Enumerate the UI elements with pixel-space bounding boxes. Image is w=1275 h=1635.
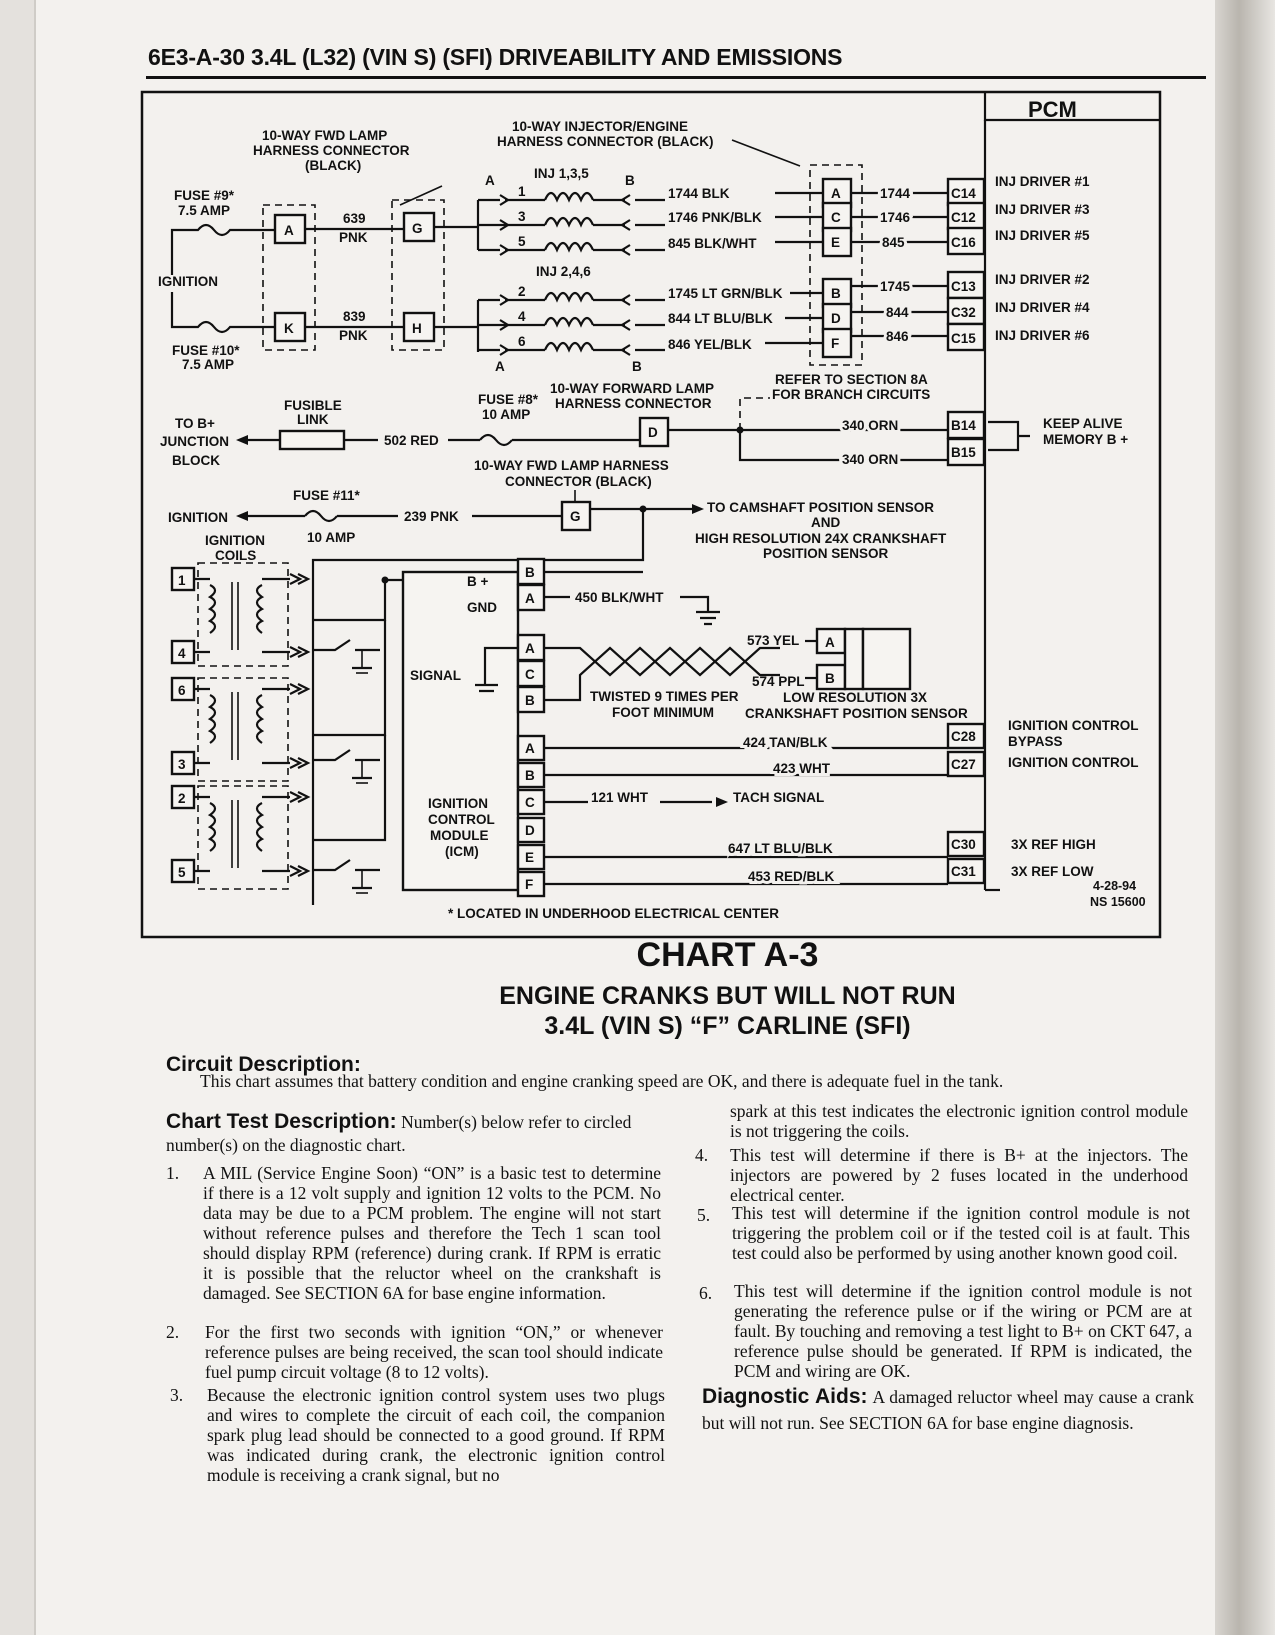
chart-title: CHART A-3	[636, 936, 819, 974]
fuse11-symbol	[305, 511, 337, 521]
to-b-l2: JUNCTION	[160, 434, 230, 449]
circuit-heading: Circuit Description:	[166, 1053, 361, 1076]
svg-text:C16: C16	[951, 235, 976, 250]
injector-row-1	[478, 184, 665, 205]
svg-text:B: B	[825, 671, 835, 686]
diag-aids-heading: Diagnostic Aids:	[702, 1385, 868, 1408]
injector-row-6	[478, 334, 665, 355]
injector-row-3	[478, 209, 665, 230]
injector-row-5	[478, 234, 665, 255]
svg-text:E: E	[831, 235, 841, 250]
svg-text:INJ DRIVER #3: INJ DRIVER #3	[995, 202, 1090, 217]
ignition-label: IGNITION	[158, 274, 218, 289]
tach-label: TACH SIGNAL	[733, 790, 825, 805]
low-res-l2: CRANKSHAFT POSITION SENSOR	[745, 706, 968, 721]
injector-row-4	[478, 309, 665, 330]
to-b-l1: TO B+	[175, 416, 215, 431]
item-3-continued: spark at this test indicates the electronic ignition control module is not triggering the coils.	[730, 1101, 1188, 1141]
coil-switch-2	[313, 620, 385, 783]
chart-test-intro-block	[166, 1110, 660, 1156]
inj-wire-row-4	[668, 298, 1090, 332]
wire423-label: 423 WHT	[773, 761, 831, 776]
inj-wire-row-3	[668, 202, 1090, 231]
chart-subtitle-1: ENGINE CRANKS BUT WILL NOT RUN	[499, 982, 956, 1010]
item-4-num: 4.	[695, 1145, 709, 1165]
icm-l3: MODULE	[430, 828, 489, 843]
inj-end-a-2: A	[495, 359, 505, 374]
diagram-date: 4-28-94	[1093, 879, 1137, 893]
bplus-label: B +	[467, 574, 489, 589]
svg-text:846: 846	[886, 329, 909, 344]
inj-conn-l2: HARNESS CONNECTOR (BLACK)	[497, 134, 714, 149]
keep-alive-l1: KEEP ALIVE	[1043, 416, 1123, 431]
icm-connector-power	[518, 559, 544, 610]
fuse9-symbol	[172, 225, 275, 275]
item-1-text: A MIL (Service Engine Soon) “ON” is a basic test to determine if there is a 12 volt supply and ignition 12 volts to the PCM. No data may be due to a PCM problem. The engine will not start without reference pulses and therefore the Tech 1 scan tool should display RPM (reference) during crank. If RPM is erratic it is possible that the reluctor wheel on the crankshaft is damaged. See SECTION 6A for base engine information.	[203, 1163, 661, 1303]
svg-text:3: 3	[178, 757, 186, 772]
fwd-lamp2-l1: 10-WAY FORWARD LAMP	[550, 381, 715, 396]
wire647-label: 647 LT BLU/BLK	[728, 841, 833, 856]
svg-text:C13: C13	[951, 279, 976, 294]
item-5-num: 5.	[697, 1205, 711, 1225]
svg-text:B: B	[525, 768, 535, 783]
cam-arrow	[692, 504, 704, 514]
svg-text:5: 5	[178, 865, 186, 880]
wire453-label: 453 RED/BLK	[748, 869, 835, 884]
icm-l1: IGNITION	[428, 796, 488, 811]
svg-text:845: 845	[882, 235, 905, 250]
item-3-text: Because the electronic ignition control system uses two plugs and wires to complete the circuit of each coil, the companion spark plug lead should be connected to a good ground. If RPM was indicated during crank, the electronic ignition control module is receiving a crank signal, but no	[207, 1385, 665, 1485]
fusible-link	[280, 431, 344, 449]
gnd-label: GND	[467, 600, 497, 615]
pin-g2-label: G	[570, 509, 581, 524]
inj-end-a: A	[485, 173, 495, 188]
diag-aids-block	[702, 1384, 1194, 1436]
svg-text:A: A	[525, 641, 535, 656]
wire121-label: 121 WHT	[591, 790, 649, 805]
pin-g-label: G	[412, 221, 423, 236]
injector-row-2	[478, 284, 665, 305]
pin-k-label: K	[284, 321, 294, 336]
svg-text:INJ DRIVER #4: INJ DRIVER #4	[995, 300, 1090, 315]
ign-coils-l1: IGNITION	[205, 533, 265, 548]
svg-text:INJ DRIVER #5: INJ DRIVER #5	[995, 228, 1090, 243]
c30-label: C30	[951, 837, 976, 852]
svg-text:C32: C32	[951, 305, 976, 320]
svg-text:844 LT BLU/BLK: 844 LT BLU/BLK	[668, 311, 773, 326]
fuse11-label: FUSE #11*	[293, 488, 360, 503]
item-3-num: 3.	[170, 1385, 184, 1405]
pointer-1	[400, 186, 442, 205]
svg-text:INJ DRIVER #2: INJ DRIVER #2	[995, 272, 1090, 287]
ground-symbol	[680, 597, 720, 624]
fuse11-amp: 10 AMP	[307, 530, 356, 545]
svg-text:A: A	[831, 186, 841, 201]
diagram-footnote: * LOCATED IN UNDERHOOD ELECTRICAL CENTER	[448, 906, 780, 921]
svg-text:C14: C14	[951, 186, 976, 201]
svg-text:1744: 1744	[880, 186, 911, 201]
svg-text:846 YEL/BLK: 846 YEL/BLK	[668, 337, 752, 352]
fuse8-label: FUSE #8*	[478, 392, 539, 407]
svg-text:E: E	[525, 850, 535, 865]
diag-aids-text: A damaged reluctor wheel may cause a crank but will not run. See SECTION 6A for base engine diagnosis.	[702, 1387, 1194, 1433]
circuit-text: This chart assumes that battery condition and engine cranking speed are OK, and there is adequate fuel in the tank.	[200, 1071, 1004, 1091]
refer-l2: FOR BRANCH CIRCUITS	[772, 387, 931, 402]
wire239-label: 239 PNK	[404, 509, 459, 524]
svg-text:B: B	[831, 286, 841, 301]
svg-text:1746: 1746	[880, 210, 911, 225]
wire574-label: 574 PPL	[752, 674, 805, 689]
svg-text:A: A	[525, 591, 535, 606]
wire424-label: 424 TAN/BLK	[743, 735, 828, 750]
refer-l1: REFER TO SECTION 8A	[775, 372, 928, 387]
fusible-l2: LINK	[297, 412, 329, 427]
chart-test-heading: Chart Test Description:	[166, 1110, 397, 1133]
svg-text:B: B	[525, 565, 535, 580]
signal-label: SIGNAL	[410, 668, 462, 683]
low-res-sensor	[817, 629, 910, 689]
item-6-text: This test will determine if the ignition control module is not generating the reference pulse or if the wiring or PCM are at fault. By touching and removing a test light to B+ on CKT 647, a reference pulse should be generated. If RPM is indicated, the PCM and wiring are OK.	[734, 1281, 1192, 1381]
svg-text:F: F	[525, 877, 534, 892]
fwd-lamp3-l2: CONNECTOR (BLACK)	[505, 474, 652, 489]
coil-switch-3	[313, 735, 385, 893]
fuse10-label: FUSE #10*	[172, 343, 240, 358]
tach-arrow	[716, 797, 728, 807]
inj-wire-row-6	[668, 324, 1090, 357]
item-1-num: 1.	[166, 1163, 180, 1183]
to-cam-l4: POSITION SENSOR	[763, 546, 889, 561]
item-2-text: For the first two seconds with ignition “ON,” or whenever reference pulses are being received, the scan tool should indicate fuel pump circuit voltage (8 to 12 volts).	[205, 1322, 663, 1382]
svg-text:F: F	[831, 336, 840, 351]
wire573-label: 573 YEL	[747, 633, 800, 648]
svg-text:2: 2	[518, 284, 526, 299]
c27-label: C27	[951, 757, 976, 772]
svg-text:B: B	[525, 693, 535, 708]
refer-branch	[740, 398, 770, 430]
chart-subtitle-2: 3.4L (VIN S) “F” CARLINE (SFI)	[544, 1012, 911, 1040]
fuse8-symbol	[480, 435, 512, 445]
twisted-l2: FOOT MINIMUM	[612, 705, 714, 720]
fwd-lamp2-l2: HARNESS CONNECTOR	[555, 396, 712, 411]
icm-connector-control	[518, 736, 544, 896]
wire839-num: 839	[343, 309, 366, 324]
to-b-l3: BLOCK	[172, 453, 220, 468]
pin-d-label: D	[648, 425, 658, 440]
inj-end-b: B	[625, 173, 635, 188]
fwd-lamp-conn-l2: HARNESS CONNECTOR	[253, 143, 410, 158]
fwd-lamp-conn-l3: (BLACK)	[305, 158, 362, 173]
fwd-lamp3-l1: 10-WAY FWD LAMP HARNESS	[474, 458, 669, 473]
svg-text:1746 PNK/BLK: 1746 PNK/BLK	[668, 210, 762, 225]
diagram-ns: NS 15600	[1090, 895, 1146, 909]
fusible-l1: FUSIBLE	[284, 398, 342, 413]
svg-text:C12: C12	[951, 210, 976, 225]
icm-l2: CONTROL	[428, 812, 495, 827]
wire502-label: 502 RED	[384, 433, 439, 448]
item-6-num: 6.	[699, 1283, 713, 1303]
svg-text:844: 844	[886, 305, 909, 320]
svg-text:C: C	[831, 210, 841, 225]
c31-label: C31	[951, 864, 976, 879]
pcm-label: PCM	[1028, 97, 1077, 122]
icm-l4: (ICM)	[445, 844, 479, 859]
ic-label: IGNITION CONTROL	[1008, 755, 1139, 770]
svg-text:6: 6	[518, 334, 526, 349]
b14-label: B14	[951, 418, 976, 433]
svg-text:4: 4	[518, 309, 526, 324]
fuse10-symbol	[172, 292, 275, 332]
to-cam-l2: AND	[811, 515, 841, 530]
svg-text:A: A	[825, 635, 835, 650]
svg-text:1: 1	[178, 573, 186, 588]
inj135-label: INJ 1,3,5	[534, 166, 589, 181]
svg-text:C: C	[525, 667, 535, 682]
inj-wire-row-5	[668, 228, 1090, 256]
fuse9-amp: 7.5 AMP	[178, 203, 231, 218]
pin-a-label: A	[284, 223, 294, 238]
svg-text:5: 5	[518, 234, 526, 249]
wire839-color: PNK	[339, 328, 368, 343]
fuse8-amp: 10 AMP	[482, 407, 531, 422]
to-cam-l1: TO CAMSHAFT POSITION SENSOR	[707, 500, 935, 515]
svg-text:1745: 1745	[880, 279, 911, 294]
wire639-color: PNK	[339, 230, 368, 245]
item-5-text: This test will determine if the ignition control module is not triggering the problem coil or if the tested coil is at fault. This test could also be performed by using another known good coil.	[732, 1203, 1190, 1263]
svg-text:6: 6	[178, 683, 186, 698]
low-res-l1: LOW RESOLUTION 3X	[783, 690, 928, 705]
svg-text:INJ DRIVER #6: INJ DRIVER #6	[995, 328, 1090, 343]
ignition2-label: IGNITION	[168, 510, 228, 525]
to-cam-l3: HIGH RESOLUTION 24X CRANKSHAFT	[695, 531, 947, 546]
keep-alive-bracket	[988, 422, 1030, 450]
ref-high-label: 3X REF HIGH	[1011, 837, 1096, 852]
inj-conn-l1: 10-WAY INJECTOR/ENGINE	[512, 119, 689, 134]
coil-switch-1	[313, 580, 385, 673]
wire340a-label: 340 ORN	[842, 418, 899, 433]
svg-text:C: C	[525, 795, 535, 810]
fwd-lamp-conn-l1: 10-WAY FWD LAMP	[262, 128, 388, 143]
inj246-label: INJ 2,4,6	[536, 264, 591, 279]
svg-text:1: 1	[518, 184, 526, 199]
keep-alive-l2: MEMORY B +	[1043, 432, 1129, 447]
coil-pack-2-5	[172, 786, 308, 889]
fuse9-label: FUSE #9*	[174, 188, 235, 203]
coil-pack-1-4	[172, 563, 308, 666]
svg-text:1744 BLK: 1744 BLK	[668, 186, 730, 201]
twisted-l1: TWISTED 9 TIMES PER	[590, 689, 739, 704]
c28-label: C28	[951, 729, 976, 744]
svg-text:845 BLK/WHT: 845 BLK/WHT	[668, 236, 757, 251]
svg-text:3: 3	[518, 209, 526, 224]
ic-bypass-l2: BYPASS	[1008, 734, 1063, 749]
icm-connector-signal	[518, 635, 544, 712]
svg-text:INJ DRIVER #1: INJ DRIVER #1	[995, 174, 1090, 189]
page-header: 6E3-A-30 3.4L (L32) (VIN S) (SFI) DRIVEABILITY AND EMISSIONS	[148, 44, 843, 70]
inj-end-b-2: B	[632, 359, 642, 374]
svg-text:1745 LT GRN/BLK: 1745 LT GRN/BLK	[668, 286, 783, 301]
wire450-label: 450 BLK/WHT	[575, 590, 664, 605]
ic-bypass-l1: IGNITION CONTROL	[1008, 718, 1139, 733]
wire639-num: 639	[343, 211, 366, 226]
chart-test-intro: Number(s) below refer to circled number(s) on the diagnostic chart.	[166, 1112, 632, 1155]
ign-coils-l2: COILS	[215, 548, 257, 563]
coil-pack-6-3	[172, 678, 308, 781]
item-4-text: This test will determine if there is B+ at the injectors. The injectors are powered by 2 fuses located in the underhood electrical center.	[730, 1145, 1188, 1205]
pointer-2	[732, 140, 800, 166]
svg-text:C15: C15	[951, 331, 976, 346]
b15-label: B15	[951, 445, 976, 460]
svg-text:D: D	[831, 311, 841, 326]
svg-text:D: D	[525, 823, 535, 838]
ref-low-label: 3X REF LOW	[1011, 864, 1094, 879]
wire340b-label: 340 ORN	[842, 452, 899, 467]
svg-text:2: 2	[178, 791, 186, 806]
svg-text:A: A	[525, 741, 535, 756]
item-2-num: 2.	[166, 1322, 180, 1342]
fuse10-amp: 7.5 AMP	[182, 357, 235, 372]
pin-h-label: H	[412, 321, 422, 336]
svg-text:4: 4	[178, 646, 186, 661]
